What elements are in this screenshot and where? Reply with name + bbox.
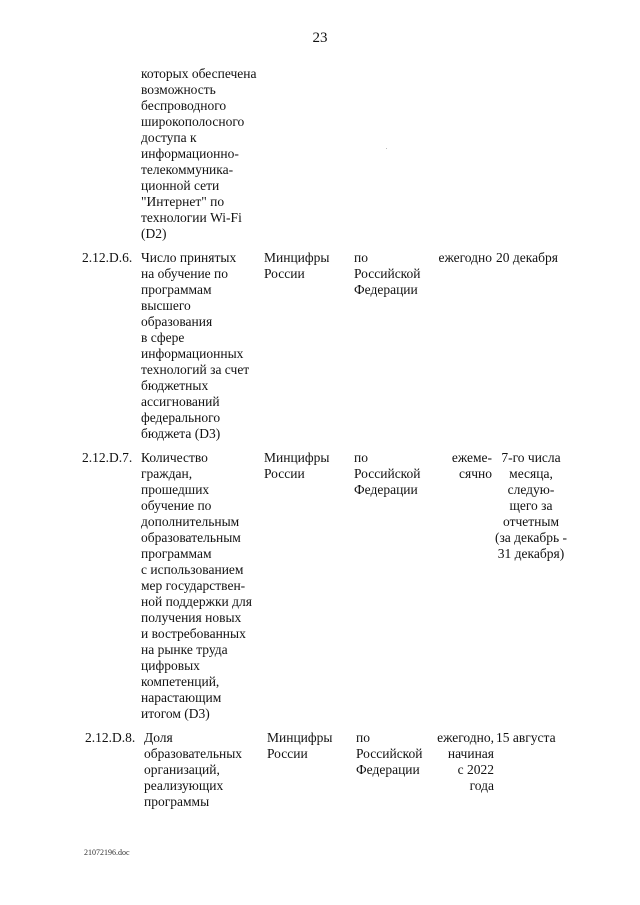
continued-indicator-name: которых обеспечена возможность беспроводного широкополосного доступа к информационно- телекоммуника- ционной сети "Интернет" по технологии Wi-Fi (D2)	[141, 66, 257, 241]
aggregation-level: по Российской Федерации	[354, 450, 421, 497]
row-number: 2.12.D.6.	[82, 250, 133, 265]
indicator-name: Число принятых на обучение по программам высшего образования в сфере информационных технологий за счет бюджетных ассигнований федерального бюджета (D3)	[141, 250, 250, 441]
aggregation-level: по Российской Федерации	[356, 730, 423, 777]
periodicity: ежеме- сячно	[451, 450, 492, 481]
periodicity: ежегодно, начиная с 2022 года	[437, 730, 494, 793]
row-number: 2.12.D.7.	[82, 450, 133, 465]
responsible-org: Минцифры России	[267, 730, 333, 761]
deadline: 7-го числа месяца, следую- щего за отчетным (за декабрь - 31 декабря)	[494, 450, 568, 561]
responsible-org: Минцифры России	[264, 250, 330, 281]
indicator-name: Доля образовательных организаций, реализующих программы	[144, 730, 243, 809]
page-number: 23	[312, 30, 328, 46]
deadline: 20 декабря	[496, 250, 558, 265]
indicator-name: Количество граждан, прошедших обучение по дополнительным образовательным программам с использованием мер государствен- ной поддержки для получения новых и востребованных на рынке труда цифровых компетенций, нарастающим итогом (D3)	[141, 450, 252, 721]
responsible-org: Минцифры России	[264, 450, 330, 481]
periodicity: ежегодно	[438, 250, 492, 265]
document-footer: 21072196.doc	[84, 848, 130, 857]
scan-speck	[386, 148, 387, 149]
deadline: 15 августа	[496, 730, 556, 745]
aggregation-level: по Российской Федерации	[354, 250, 421, 297]
row-number: 2.12.D.8.	[85, 730, 136, 745]
